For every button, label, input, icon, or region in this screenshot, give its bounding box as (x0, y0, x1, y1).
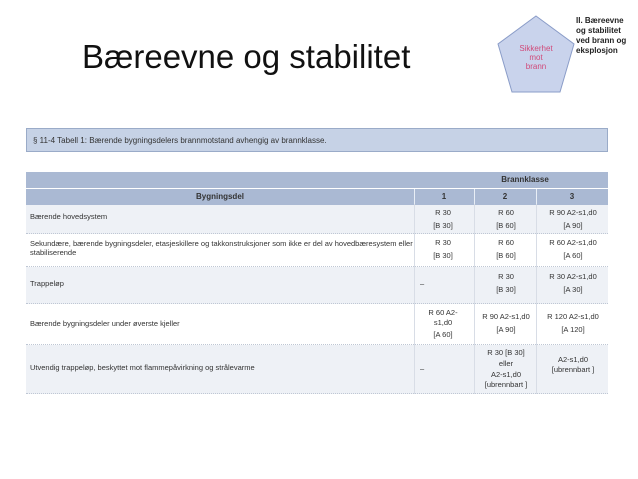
cell-line: A2-s1,d0 (557, 355, 589, 364)
brannklasse-header: Brannklasse (501, 175, 549, 184)
row-label: Bærende hovedsystem (30, 212, 108, 221)
row-label: Bærende bygningsdeler under øverste kjeller (30, 319, 180, 328)
side-note-line: II. Bæreevne (576, 16, 624, 25)
cell-line: [A 60] (563, 251, 583, 260)
cell-class-2 (478, 238, 534, 261)
table-row (26, 234, 608, 267)
side-note-line: eksplosjon (576, 46, 618, 55)
header-class-1: 1 (441, 192, 447, 201)
cell-class-3 (538, 208, 608, 231)
cell-class-2 (478, 312, 534, 335)
table-caption: § 11-4 Tabell 1: Bærende bygningsdelers brannmotstand avhengig av brannklasse. (26, 128, 608, 152)
header-class-3: 3 (569, 192, 575, 201)
table-row (26, 205, 608, 234)
cell-line: s1,d0 (433, 318, 453, 327)
column-divider (536, 204, 537, 394)
pentagon-label (508, 44, 564, 71)
table-row (26, 267, 608, 304)
table-group-header (26, 172, 608, 189)
row-label: Trappeløp (30, 279, 64, 288)
cell-line: R 60 A2- (428, 308, 458, 317)
cell-line: R 30 [B 30] (487, 348, 525, 357)
cell-class-1 (414, 308, 472, 340)
row-label-line: stabiliserende (30, 248, 77, 257)
cell-class-2 (478, 348, 534, 390)
side-note-line: og stabilitet (576, 26, 621, 35)
row-label (30, 239, 413, 257)
pentagon-line: mot (529, 53, 543, 62)
cell-line: R 30 A2-s1,d0 (549, 272, 597, 281)
cell-line: [B 60] (496, 251, 516, 260)
pentagon-badge (496, 14, 576, 96)
cell-line: R 60 (498, 238, 514, 247)
table-row (26, 304, 608, 345)
cell-line: [A 90] (496, 325, 516, 334)
header-bygningsdel: Bygningsdel (195, 192, 244, 201)
pentagon-line: brann (525, 62, 547, 71)
cell-line: R 60 (498, 208, 514, 217)
cell-class-1 (414, 238, 472, 261)
cell-line: [B 30] (433, 221, 453, 230)
fire-resistance-table (26, 172, 608, 394)
header-class-2: 2 (502, 192, 508, 201)
cell-line: R 90 A2-s1,d0 (482, 312, 530, 321)
side-note-line: ved brann og (576, 36, 627, 45)
cell-class-1 (414, 208, 472, 231)
cell-class-3 (538, 238, 608, 261)
row-label: Utvendig trappeløp, beskyttet mot flammepåvirkning og strålevarme (30, 363, 255, 372)
cell-line: [B 30] (433, 251, 453, 260)
row-label-line: Sekundære, bærende bygningsdeler, etasjeskillere og takkonstruksjoner som ikke er del av hovedbæresystem eller (30, 239, 413, 248)
cell-line: R 60 A2-s1,d0 (549, 238, 597, 247)
cell-line: A2-s1,d0 (490, 370, 522, 379)
cell-class-2 (478, 272, 534, 295)
column-divider (414, 204, 415, 394)
table-row (26, 345, 608, 394)
cell-dash: – (420, 364, 425, 373)
cell-line: [A 120] (561, 325, 585, 334)
cell-line: [A 60] (433, 330, 453, 339)
cell-line: R 30 (435, 238, 451, 247)
pentagon-line: Sikkerhet (519, 44, 553, 53)
column-divider (474, 204, 475, 394)
cell-line: [ubrennbart ] (484, 380, 528, 389)
cell-line: [B 60] (496, 221, 516, 230)
side-note (576, 16, 638, 56)
cell-class-3 (538, 272, 608, 295)
cell-line: R 120 A2-s1,d0 (547, 312, 599, 321)
table-column-headers (26, 189, 608, 205)
cell-line: R 30 (498, 272, 514, 281)
cell-line: [A 30] (563, 285, 583, 294)
cell-line: eller (498, 359, 514, 368)
cell-line: [B 30] (496, 285, 516, 294)
cell-line: R 90 A2-s1,d0 (549, 208, 597, 217)
cell-line: [A 90] (563, 221, 583, 230)
cell-class-2 (478, 208, 534, 231)
slide-title: Bæreevne og stabilitet (82, 38, 411, 75)
cell-class-3 (538, 355, 608, 375)
cell-dash: – (420, 279, 425, 288)
cell-line: [ubrennbart ] (551, 365, 595, 374)
cell-line: R 30 (435, 208, 451, 217)
cell-class-3 (538, 312, 608, 335)
